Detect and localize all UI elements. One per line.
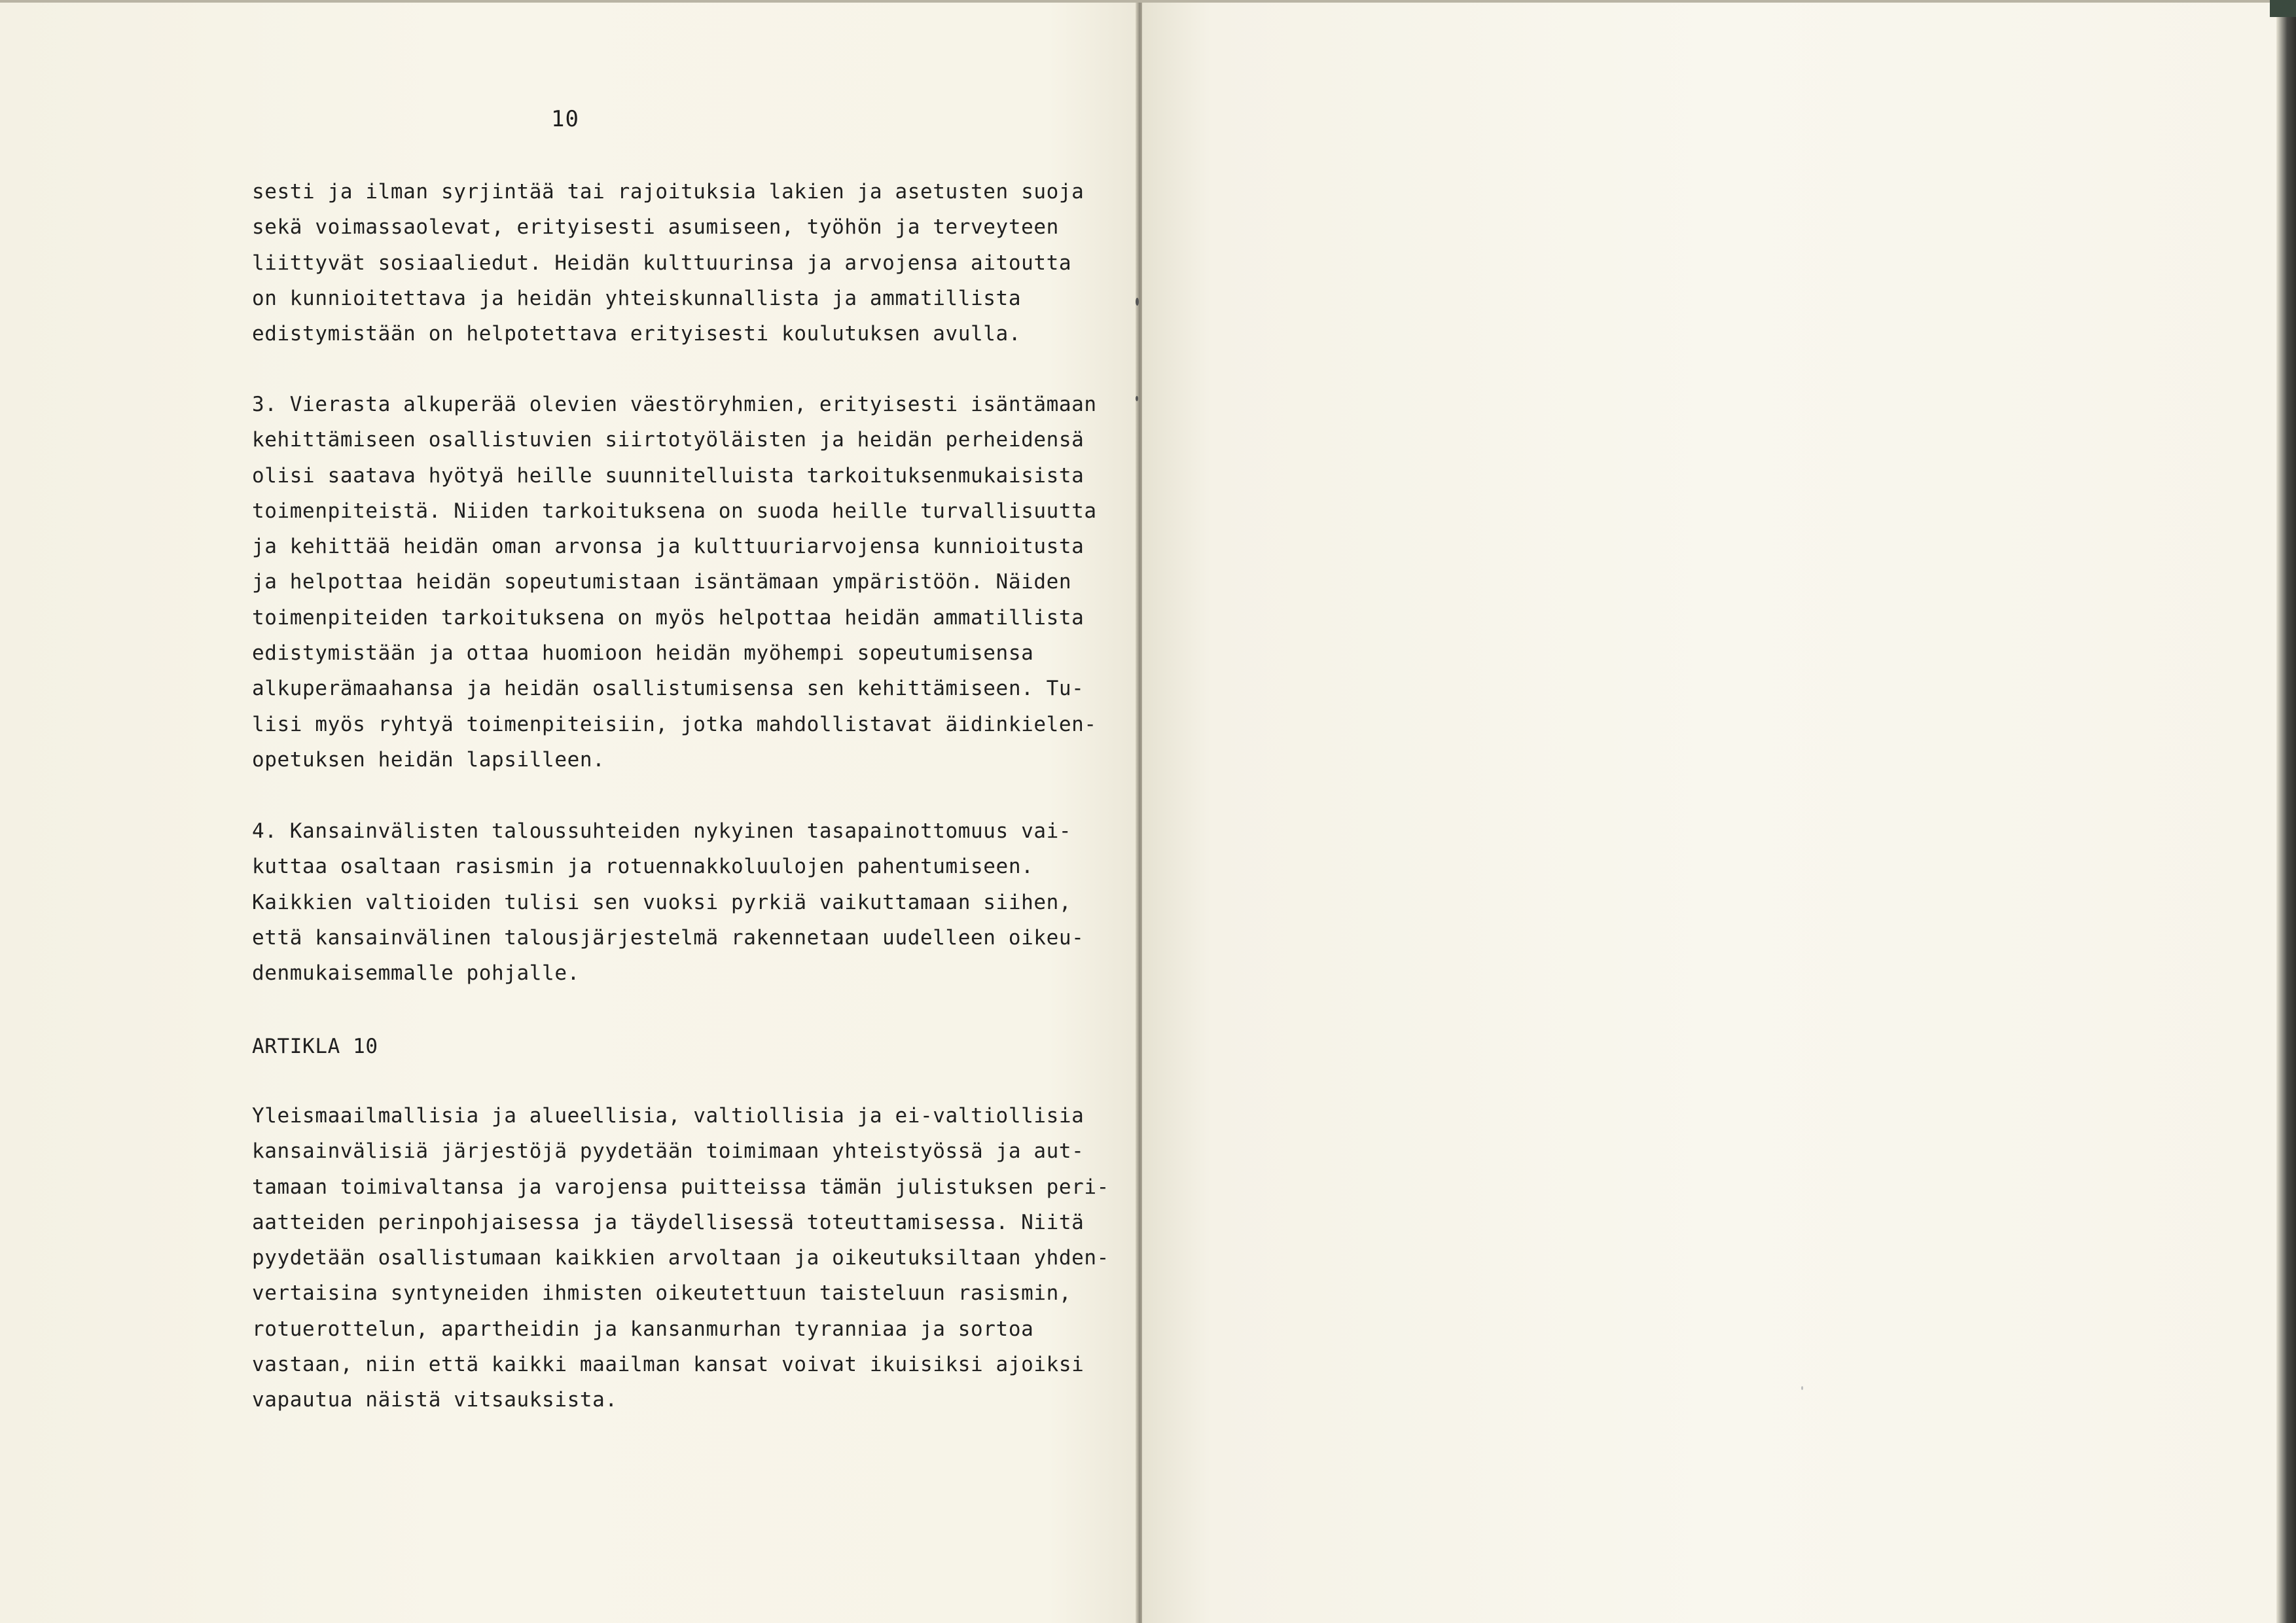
text-line: lisi myös ryhtyä toimenpiteisiin, jotka mahdollistavat äidinkielen- bbox=[252, 712, 1097, 736]
text-line: sekä voimassaolevat, erityisesti asumiseen, työhön ja terveyteen bbox=[252, 215, 1059, 240]
scan-speck bbox=[1801, 1386, 1803, 1390]
corner-mark bbox=[2270, 0, 2296, 17]
scan-speck bbox=[1136, 298, 1139, 306]
top-edge bbox=[0, 0, 2296, 3]
paragraph-4 bbox=[252, 813, 1103, 991]
text-line: ja helpottaa heidän sopeutumistaan isäntämaan ympäristöön. Näiden bbox=[252, 570, 1072, 594]
text-line: Yleismaailmallisia ja alueellisia, valtiollisia ja ei-valtiollisia bbox=[252, 1104, 1085, 1128]
text-line: kehittämiseen osallistuvien siirtotyöläisten ja heidän perheidensä bbox=[252, 428, 1085, 452]
text-line: edistymistään ja ottaa huomioon heidän myöhempi sopeutumisensa bbox=[252, 641, 1034, 666]
text-line: edistymistään on helpotettava erityisesti koulutuksen avulla. bbox=[252, 322, 1022, 346]
text-line: sesti ja ilman syrjintää tai rajoituksia lakien ja asetusten suoja bbox=[252, 180, 1085, 204]
text-line: denmukaisemmalle pohjalle. bbox=[252, 961, 580, 986]
text-line: pyydetään osallistumaan kaikkien arvoltaan ja oikeutuksiltaan yhden- bbox=[252, 1246, 1109, 1270]
text-line: on kunnioitettava ja heidän yhteiskunnallista ja ammatillista bbox=[252, 286, 1022, 310]
article-heading: ARTIKLA 10 bbox=[252, 1035, 378, 1058]
right-page-blank bbox=[1142, 0, 2296, 1623]
text-line: 3. Vierasta alkuperää olevien väestöryhmien, erityisesti isäntämaan bbox=[252, 393, 1097, 416]
left-page bbox=[0, 0, 1139, 1623]
text-line: alkuperämaahansa ja heidän osallistumisensa sen kehittämiseen. Tu- bbox=[252, 677, 1085, 701]
text-line: toimenpiteistä. Niiden tarkoituksena on suoda heille turvallisuutta bbox=[252, 499, 1097, 523]
text-line: liittyvät sosiaaliedut. Heidän kulttuurinsa ja arvojensa aitoutta bbox=[252, 251, 1072, 275]
right-page-edge bbox=[2276, 0, 2296, 1623]
text-line: vapautua näistä vitsauksista. bbox=[252, 1388, 618, 1412]
text-line: olisi saatava hyötyä heille suunnitelluista tarkoituksenmukaisista bbox=[252, 463, 1085, 488]
text-line: kansainvälisiä järjestöjä pyydetään toimimaan yhteistyössä ja aut- bbox=[252, 1139, 1085, 1164]
text-line: ja kehittää heidän oman arvonsa ja kulttuuriarvojensa kunnioitusta bbox=[252, 535, 1085, 559]
paragraph-continuation bbox=[252, 174, 1103, 351]
text-line: vertaisina syntyneiden ihmisten oikeutettuun taisteluun rasismin, bbox=[252, 1281, 1072, 1306]
scan-speck bbox=[1136, 396, 1138, 401]
text-line: vastaan, niin että kaikki maailman kansat voivat ikuisiksi ajoiksi bbox=[252, 1353, 1085, 1377]
text-line: toimenpiteiden tarkoituksena on myös helpottaa heidän ammatillista bbox=[252, 605, 1085, 630]
text-line: kuttaa osaltaan rasismin ja rotuennakkoluulojen pahentumiseen. bbox=[252, 855, 1034, 879]
text-line: rotuerottelun, apartheidin ja kansanmurhan tyranniaa ja sortoa bbox=[252, 1317, 1034, 1341]
text-line: Kaikkien valtioiden tulisi sen vuoksi pyrkiä vaikuttamaan siihen, bbox=[252, 890, 1072, 914]
article-paragraph bbox=[252, 1098, 1109, 1418]
text-line: opetuksen heidän lapsilleen. bbox=[252, 747, 605, 772]
text-line: aatteiden perinpohjaisessa ja täydellisessä toteuttamisessa. Niitä bbox=[252, 1210, 1085, 1234]
page-number: 10 bbox=[551, 106, 579, 132]
paragraph-3 bbox=[252, 387, 1103, 777]
text-line: että kansainvälinen talousjärjestelmä rakennetaan uudelleen oikeu- bbox=[252, 925, 1085, 950]
text-line: 4. Kansainvälisten taloussuhteiden nykyinen tasapainottomuus vai- bbox=[252, 819, 1072, 843]
text-line: tamaan toimivaltansa ja varojensa puitteissa tämän julistuksen peri- bbox=[252, 1175, 1109, 1199]
